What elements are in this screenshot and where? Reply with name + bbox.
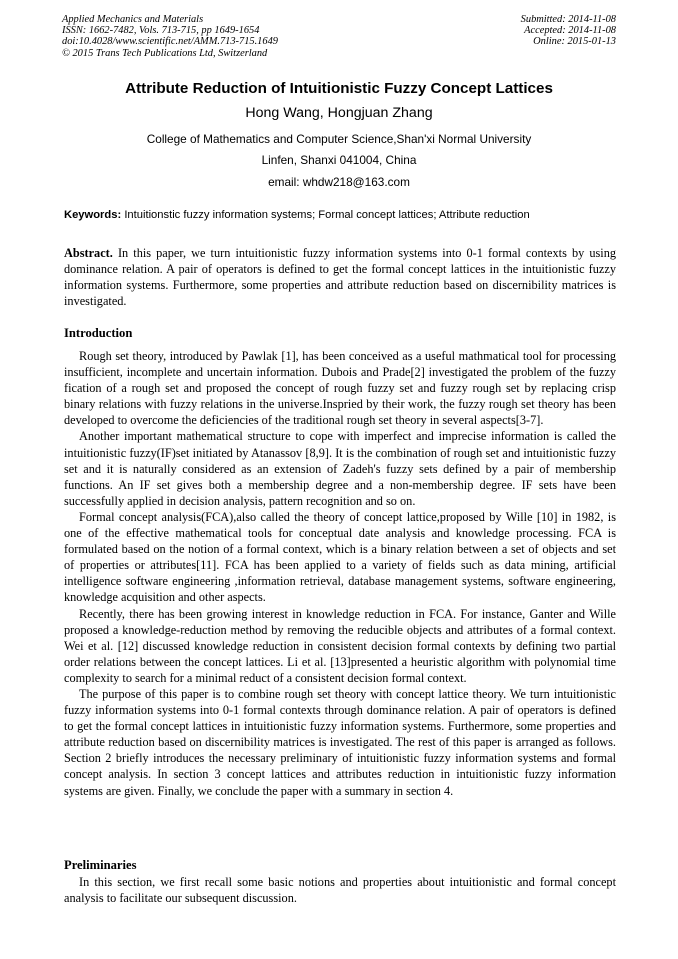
- preliminaries-paragraph: In this section, we first recall some basic notions and properties about intuitionistic and formal concept analysis to facilitate our subsequent discussion.: [64, 875, 616, 906]
- copyright-line: © 2015 Trans Tech Publications Ltd, Switzerland: [62, 47, 268, 59]
- keywords-label: Keywords:: [64, 209, 122, 221]
- intro-paragraph: Another important mathematical structure to cope with imperfect and imprecise information is called the intuitionistic fuzzy(IF)set initiated by Atanassov [8,9]. It is the combination of rough set and intuitionistic fuzzy set and it is naturally considered as an extension of Zadeh's fuzzy sets defined by a pair of membership functions. An IF set gives both a membership degree and a non-membership degree. IF sets have been successfully applied in decision analysis, pattern recognition and so on.: [64, 429, 616, 508]
- affiliation: College of Mathematics and Computer Science,Shan'xi Normal University: [146, 132, 532, 146]
- journal-name: Applied Mechanics and Materials: [62, 14, 204, 25]
- preliminaries-body: [64, 874, 616, 906]
- accepted-date: Accepted: 2014-11-08: [524, 25, 616, 37]
- abstract-paragraph: [64, 245, 616, 309]
- intro-paragraph: Recently, there has been growing interest in knowledge reduction in FCA. For instance, Ganter and Wille proposed a knowledge-reduction method by removing the reducible objects and attributes of a formal context. Wei et al. [12] discussed knowledge reduction in consistent decision formal contexts by defining two partial order relations between the concept lattices. Li et al. [13]presented a heuristic algorithm with polynomial time complexity to search for a minimal reduct of a consistent decision formal context.: [64, 606, 616, 685]
- intro-paragraph: Rough set theory, introduced by Pawlak [1], has been conceived as a useful mathmatical tool for processing insufficient, incomplete and uncertain information. Dubois and Prade[2] investigated the problem of the fuzzy fication of a rough set and proposed the concept of rough fuzzy set and fuzzy rough set by replacing crisp binary relations with fuzzy relations in the universe.Inspried by their work, the fuzzy rough set theory has been developed to overcome the deficiencies of the traditional rough set theory in several aspects[3-7].: [64, 349, 616, 428]
- preliminaries-heading: Preliminaries: [64, 858, 137, 872]
- abstract: [64, 245, 616, 309]
- introduction-body: [64, 348, 616, 799]
- paper-title: Attribute Reduction of Intuitionistic Fuzzy Concept Lattices: [125, 80, 553, 97]
- online-date: Online: 2015-01-13: [533, 36, 616, 48]
- abstract-text: In this paper, we turn intuitionistic fuzzy information systems into 0-1 formal contexts by using dominance relation. A pair of operators is defined to get the formal concept lattices in the intuitionistic fuzzy information systems. Furthermore, some properties and attribute reduction based on discernibility matrices is investigated.: [64, 246, 616, 309]
- email: email: whdw218@163.com: [268, 175, 410, 189]
- journal-header-left: [62, 14, 278, 59]
- submitted-date: Submitted: 2014-11-08: [520, 14, 616, 25]
- doi-line: doi:10.4028/www.scientific.net/AMM.713-715.1649: [62, 36, 278, 48]
- address: Linfen, Shanxi 041004, China: [261, 153, 417, 167]
- paper-authors: Hong Wang, Hongjuan Zhang: [245, 105, 433, 121]
- abstract-label: Abstract.: [64, 246, 113, 260]
- keywords: [64, 209, 624, 221]
- intro-paragraph: The purpose of this paper is to combine rough set theory with concept lattice theory. We turn intuitionistic fuzzy information systems into 0-1 formal contexts through dominance relation. A pair of operators is defined to get the formal concept lattices in intuitionistic fuzzy information systems. Furthermore, some properties and attribute reduction based on discernibility matrices is investigated. The rest of this paper is arranged as follows. Section 2 briefly introduces the necessary preliminary of intuitionistic fuzzy information systems and formal concept analysis. In section 3 concept lattices and attributes reduction in intuitionistic fuzzy information systems are given. Finally, we conclude the paper with a summary in section 4.: [64, 686, 616, 798]
- keywords-text: Intuitionstic fuzzy information systems; Formal concept lattices; Attribute reduction: [124, 209, 530, 221]
- introduction-heading: Introduction: [64, 326, 133, 340]
- journal-header-right: [521, 14, 616, 48]
- intro-paragraph: Formal concept analysis(FCA),also called the theory of concept lattice,proposed by Wille [10] in 1982, is one of the effective mathematical tools for conceptual date analysis and knowledge processing. FCA is formulated based on the notion of a formal context, which is a binary relation between a set of objects and set of properties or attributes[11]. FCA has been applied to a variety of fields such as data mining, artificial intelligence software engineering ,information retrieval, database management systems, software engineering, knowledge acquisition and other aspects.: [64, 509, 616, 605]
- issn-line: ISSN: 1662-7482, Vols. 713-715, pp 1649-1654: [62, 25, 260, 37]
